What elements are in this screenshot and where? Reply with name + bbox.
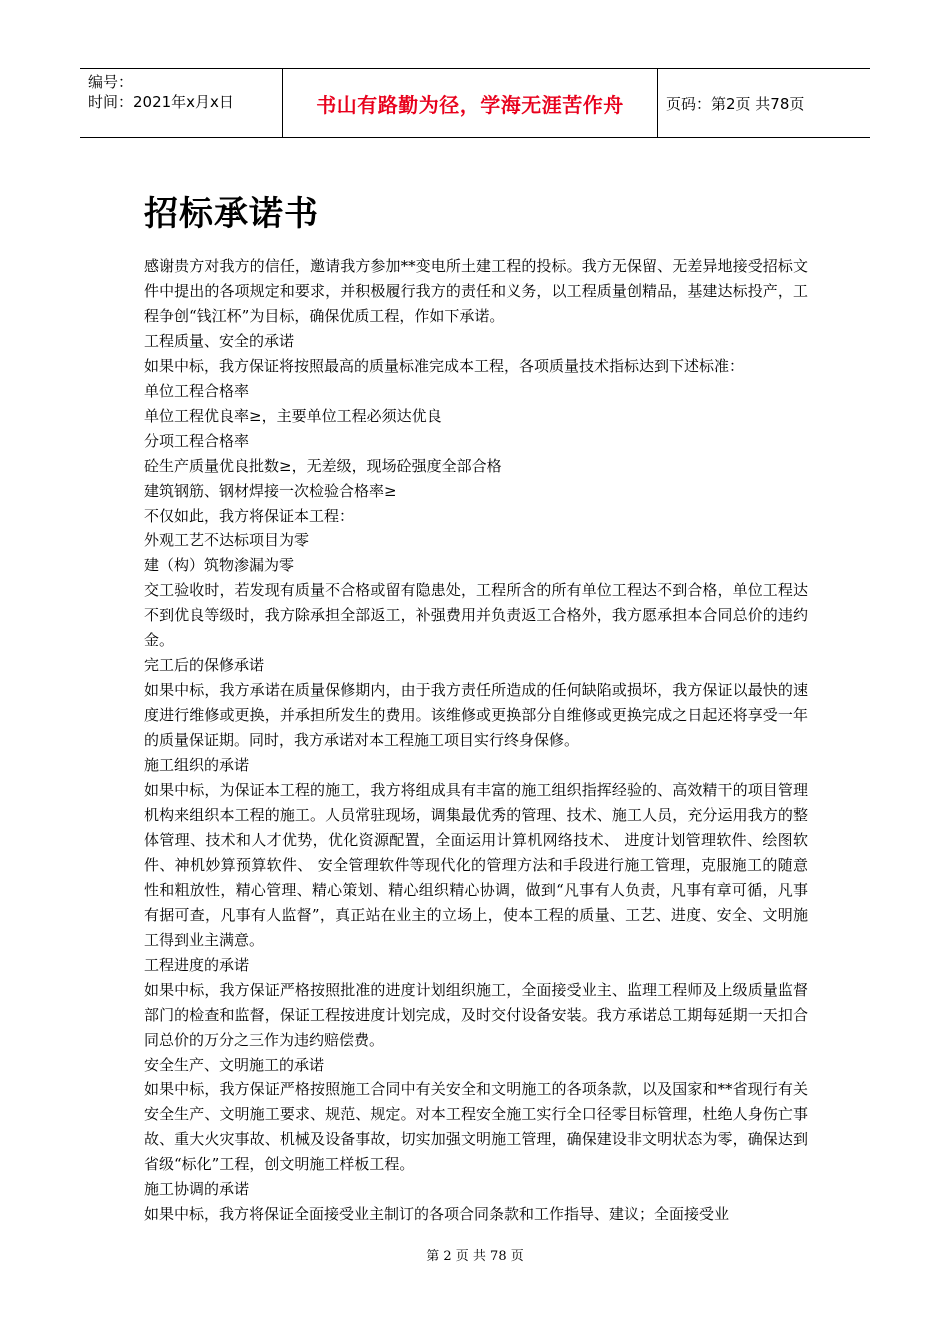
body-paragraph: 施工组织的承诺 [144, 756, 250, 775]
body-paragraph: 单位工程优良率≥，主要单位工程必须达优良 [144, 406, 442, 425]
body-paragraph: 施工协调的承诺 [144, 1180, 250, 1199]
body-paragraph: 如果中标，为保证本工程的施工，我方将组成具有丰富的施工组织指挥经验的、高效精干的项目管理机构来组织本工程的施工。人员常驻现场，调集最优秀的管理、技术、施工人员，充分运用我方的整体管理、技术和人才优势，优化资源配置，全面运用计算机网络技术、 进度计划管理软件、绘图软件、神机妙算预算软件、 安全管理软件等现代化的管理方法和手段进行施工管理，克服施工的随意性和粗放性，精心管理、精心策划、精心组织精心协调，做到“凡事有人负责，凡事有章可循，凡事有据可查，凡事有人监督”，真正站在业主的立场上，使本工程的质量、工艺、进度、安全、文明施工得到业主满意。 [144, 781, 808, 949]
body-paragraph: 不仅如此，我方将保证本工程： [144, 506, 355, 525]
body-paragraph: 建筑钢筋、钢材焊接一次检验合格率≥ [144, 481, 397, 500]
document-number-label: 编号： [88, 73, 134, 91]
document-body [144, 254, 808, 1227]
body-paragraph: 完工后的保修承诺 [144, 656, 265, 675]
body-paragraph: 砼生产质量优良批数≥，无差级，现场砼强度全部合格 [144, 456, 502, 475]
body-paragraph: 分项工程合格率 [144, 431, 250, 450]
document-title: 招标承诺书 [144, 194, 319, 234]
body-paragraph: 工程进度的承诺 [144, 955, 250, 974]
header-motto: 书山有路勤为径，学海无涯苦作舟 [282, 69, 658, 137]
document-date: 时间：2021年x月x日 [88, 93, 234, 111]
body-paragraph: 外观工艺不达标项目为零 [144, 531, 310, 550]
body-paragraph: 感谢贵方对我方的信任，邀请我方参加**变电所土建工程的投标。我方无保留、无差异地接受招标文件中提出的各项规定和要求，并积极履行我方的责任和义务，以工程质量创精品，基建达标投产，工程争创“钱江杯”为目标，确保优质工程，作如下承诺。 [144, 257, 808, 325]
body-paragraph: 如果中标，我方将保证全面接受业主制订的各项合同条款和工作指导、建议；全面接受业 [144, 1205, 730, 1224]
page-footer: 第 2 页 共 78 页 [426, 1249, 524, 1264]
header-meta [80, 69, 282, 137]
body-paragraph: 如果中标，我方保证严格按照批准的进度计划组织施工，全面接受业主、监理工程师及上级质量监督部门的检查和监督，保证工程按进度计划完成，及时交付设备安装。我方承诺总工期每延期一天扣合同总价的万分之三作为违约赔偿费。 [144, 980, 808, 1049]
body-paragraph: 单位工程合格率 [144, 381, 250, 400]
page-header [80, 68, 870, 138]
header-page-info: 页码：第2页 共78页 [666, 94, 805, 113]
body-paragraph: 交工验收时，若发现有质量不合格或留有隐患处，工程所含的所有单位工程达不到合格，单位工程达不到优良等级时，我方除承担全部返工，补强费用并负责返工合格外，我方愿承担本合同总价的违约金。 [144, 581, 808, 650]
body-paragraph: 如果中标，我方保证将按照最高的质量标准完成本工程，各项质量技术指标达到下述标准： [144, 356, 745, 375]
body-paragraph: 工程质量、安全的承诺 [144, 331, 295, 350]
body-paragraph: 建（构）筑物渗漏为零 [144, 556, 295, 575]
body-paragraph: 如果中标，我方保证严格按照施工合同中有关安全和文明施工的各项条款，以及国家和**省现行有关安全生产、文明施工要求、规范、规定。对本工程安全施工实行全口径零目标管理，杜绝人身伤亡事故、重大火灾事故、机械及设备事故，切实加强文明施工管理，确保建设非文明状态为零，确保达到省级“标化”工程，创文明施工样板工程。 [144, 1080, 808, 1174]
body-paragraph: 如果中标，我方承诺在质量保修期内，由于我方责任所造成的任何缺陷或损坏，我方保证以最快的速度进行维修或更换，并承担所发生的费用。该维修或更换部分自维修或更换完成之日起还将享受一年的质量保证期。同时，我方承诺对本工程施工项目实行终身保修。 [144, 681, 808, 750]
body-paragraph: 安全生产、文明施工的承诺 [144, 1055, 325, 1074]
